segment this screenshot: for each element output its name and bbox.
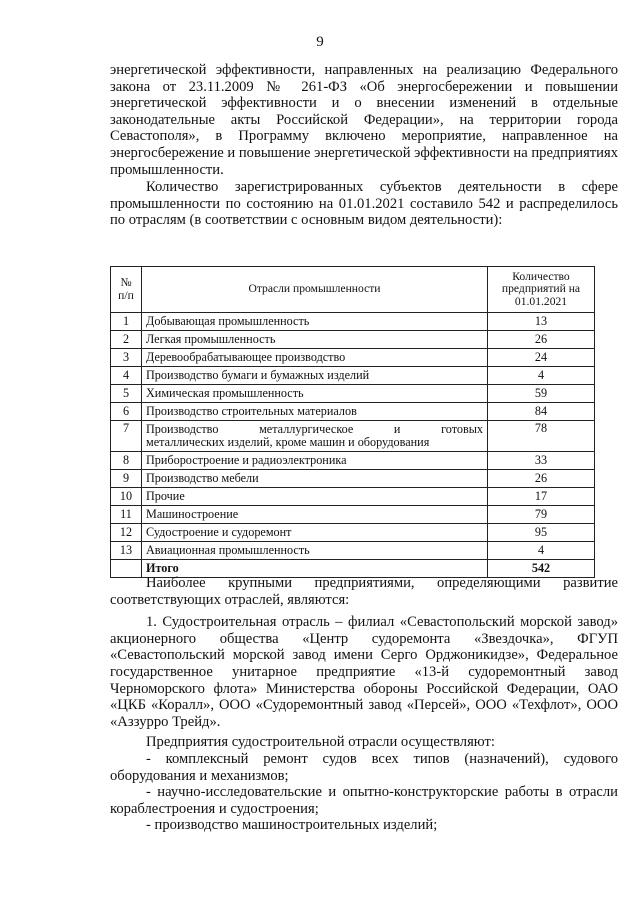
row-count: 79	[488, 506, 595, 524]
intro-text-block	[110, 62, 618, 229]
activity-item: - производство машиностроительных изделий;	[146, 817, 438, 834]
total-label: Итого	[142, 560, 488, 578]
table-row	[111, 421, 595, 452]
row-count: 26	[488, 331, 595, 349]
table-row	[111, 385, 595, 403]
intro-paragraph: энергетической эффективности, направленных на реализацию Федерального закона от 23.11.2009 № 261-ФЗ «Об энергосбережении и повышении энергетической эффективности и о внесении изменений в отдельные законодательные акты Российской Федерации», на территории города Севастополя», в Программу включено мероприятие, направленное на энергосбережение и повышение энергетической эффективности на предприятиях промышленности.	[110, 62, 618, 178]
table-row	[111, 331, 595, 349]
activity-item: - комплексный ремонт судов всех типов (назначений), судового оборудования и механизмов;	[110, 750, 618, 784]
row-industry: Производство строительных материалов	[142, 403, 488, 421]
row-count: 17	[488, 488, 595, 506]
row-count: 84	[488, 403, 595, 421]
row-industry: Авиационная промышленность	[142, 542, 488, 560]
row-num: 3	[111, 349, 142, 367]
row-industry: Деревообрабатывающее производство	[142, 349, 488, 367]
table-header-row	[111, 267, 595, 313]
row-num: 5	[111, 385, 142, 403]
table-row	[111, 524, 595, 542]
row-industry: Добывающая промышленность	[142, 313, 488, 331]
largest-enterprises-paragraph: Наиболее крупными предприятиями, определяющими развитие соответствующих отраслей, являются:	[110, 575, 618, 608]
row-count: 78	[488, 421, 595, 452]
table-row	[111, 313, 595, 331]
table-row	[111, 542, 595, 560]
row-num: 4	[111, 367, 142, 385]
table-row	[111, 470, 595, 488]
row-industry: Производство мебели	[142, 470, 488, 488]
row-industry: Приборостроение и радиоэлектроника	[142, 452, 488, 470]
row-industry-line1: Производство металлургическое и готовых	[146, 422, 483, 436]
page-number: 9	[316, 34, 324, 50]
table-row	[111, 488, 595, 506]
row-count: 24	[488, 349, 595, 367]
activities-intro: Предприятия судостроительной отрасли осуществляют:	[146, 734, 495, 751]
row-count: 26	[488, 470, 595, 488]
row-count: 4	[488, 542, 595, 560]
shipbuilding-paragraph: 1. Судостроительная отрасль – филиал «Севастопольский морской завод» акционерного общества «Центр судоремонта «Звездочка», ФГУП «Севастопольский морской завод имени Серго Орджоникидзе», Федеральное государственное унитарное предприятие «13-й судоремонтный завод Черноморского флота» Министерства обороны Российской Федерации, ОАО «ЦКБ «Коралл», ООО «Судоремонтный завод «Персей», ООО «Техфлот», ООО «Аззурро Трейд».	[110, 614, 618, 730]
row-industry: Прочие	[142, 488, 488, 506]
header-industry: Отрасли промышленности	[142, 267, 488, 313]
row-industry: Производство бумаги и бумажных изделий	[142, 367, 488, 385]
row-num: 12	[111, 524, 142, 542]
row-industry: Химическая промышленность	[142, 385, 488, 403]
count-paragraph: Количество зарегистрированных субъектов деятельности в сфере промышленности по состоянию на 01.01.2021 составило 542 и распределилось по отраслям (в соответствии с основным видом деятельности):	[110, 179, 618, 229]
row-num: 1	[111, 313, 142, 331]
row-num: 6	[111, 403, 142, 421]
row-industry-line2: металлических изделий, кроме машин и оборудования	[146, 435, 430, 449]
row-num: 9	[111, 470, 142, 488]
total-count: 542	[488, 560, 595, 578]
row-industry	[142, 421, 488, 452]
row-count: 13	[488, 313, 595, 331]
row-count: 33	[488, 452, 595, 470]
row-count: 59	[488, 385, 595, 403]
row-num: 11	[111, 506, 142, 524]
row-industry: Судостроение и судоремонт	[142, 524, 488, 542]
row-industry: Легкая промышленность	[142, 331, 488, 349]
row-num: 10	[111, 488, 142, 506]
row-industry: Машиностроение	[142, 506, 488, 524]
row-num: 7	[111, 421, 142, 452]
table-row	[111, 403, 595, 421]
row-num: 8	[111, 452, 142, 470]
header-num: № п/п	[111, 267, 142, 313]
header-count: Количество предприятий на 01.01.2021	[488, 267, 595, 313]
row-count: 4	[488, 367, 595, 385]
lower-text-block	[110, 575, 618, 834]
row-num: 2	[111, 331, 142, 349]
table-row	[111, 349, 595, 367]
table-row	[111, 452, 595, 470]
table-row	[111, 367, 595, 385]
industry-table	[110, 266, 595, 578]
row-count: 95	[488, 524, 595, 542]
row-num: 13	[111, 542, 142, 560]
activity-item: - научно-исследовательские и опытно-конструкторские работы в отрасли кораблестроения и судостроения;	[110, 784, 618, 817]
table-row	[111, 506, 595, 524]
